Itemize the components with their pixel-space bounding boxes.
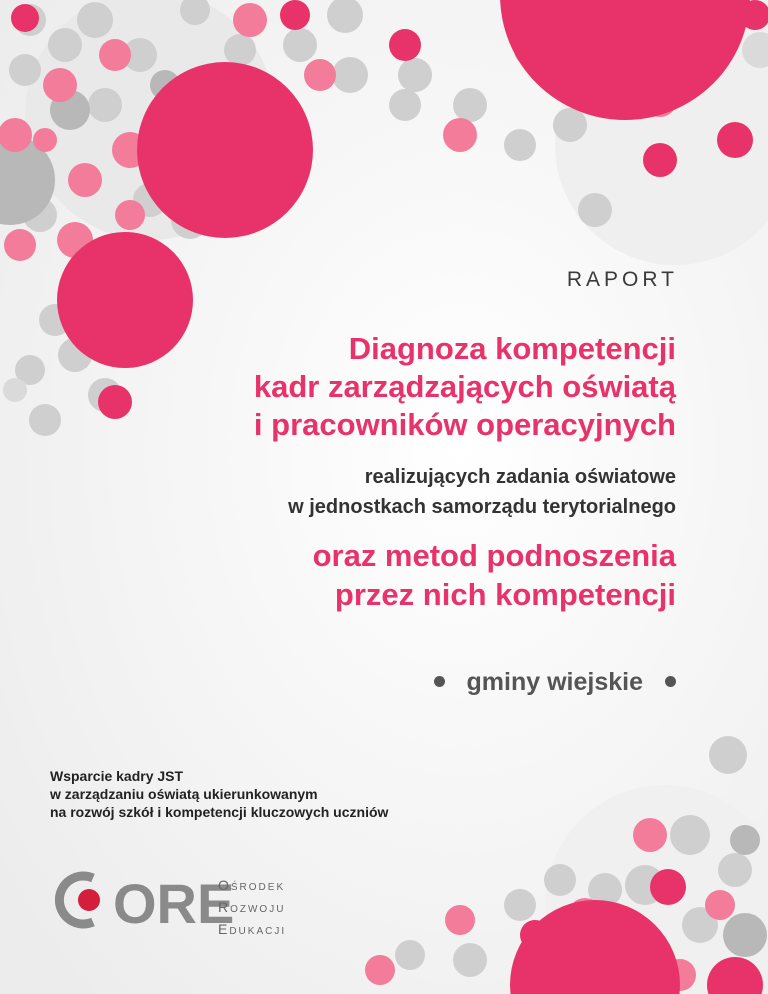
title-line: Diagnoza kompetencji	[348, 331, 676, 366]
report-title	[254, 330, 676, 444]
project-line: Wsparcie kadry JST	[50, 768, 184, 784]
title-line: przez nich kompetencji	[334, 577, 676, 612]
project-line: w zarządzaniu oświatą ukierunkowanym	[50, 786, 318, 802]
ore-logo	[55, 868, 235, 935]
report-subtitle	[288, 462, 676, 522]
bullet-dot-icon	[665, 676, 676, 687]
report-tag	[412, 668, 676, 697]
title-line: i pracowników operacyjnych	[253, 407, 676, 442]
project-name	[50, 767, 388, 821]
title-line: oraz metod podnoszenia	[312, 538, 676, 573]
publisher-name	[218, 874, 286, 940]
report-title-continued	[313, 536, 676, 614]
publisher-line: Edukacji	[218, 921, 287, 937]
logo-text: ORE	[113, 872, 235, 935]
publisher-line: Ośrodek	[218, 877, 286, 893]
project-line: na rozwój szkół i kompetencji kluczowych uczniów	[50, 804, 389, 820]
subtitle-line: w jednostkach samorządu terytorialnego	[288, 496, 676, 518]
tag-text: gminy wiejskie	[466, 668, 643, 696]
report-label: RAPORT	[566, 268, 678, 291]
subtitle-line: realizujących zadania oświatowe	[364, 466, 676, 488]
bullet-dot-icon	[434, 676, 445, 687]
publisher-line: Rozwoju	[218, 899, 286, 915]
title-line: kadr zarządzających oświatą	[253, 369, 676, 404]
